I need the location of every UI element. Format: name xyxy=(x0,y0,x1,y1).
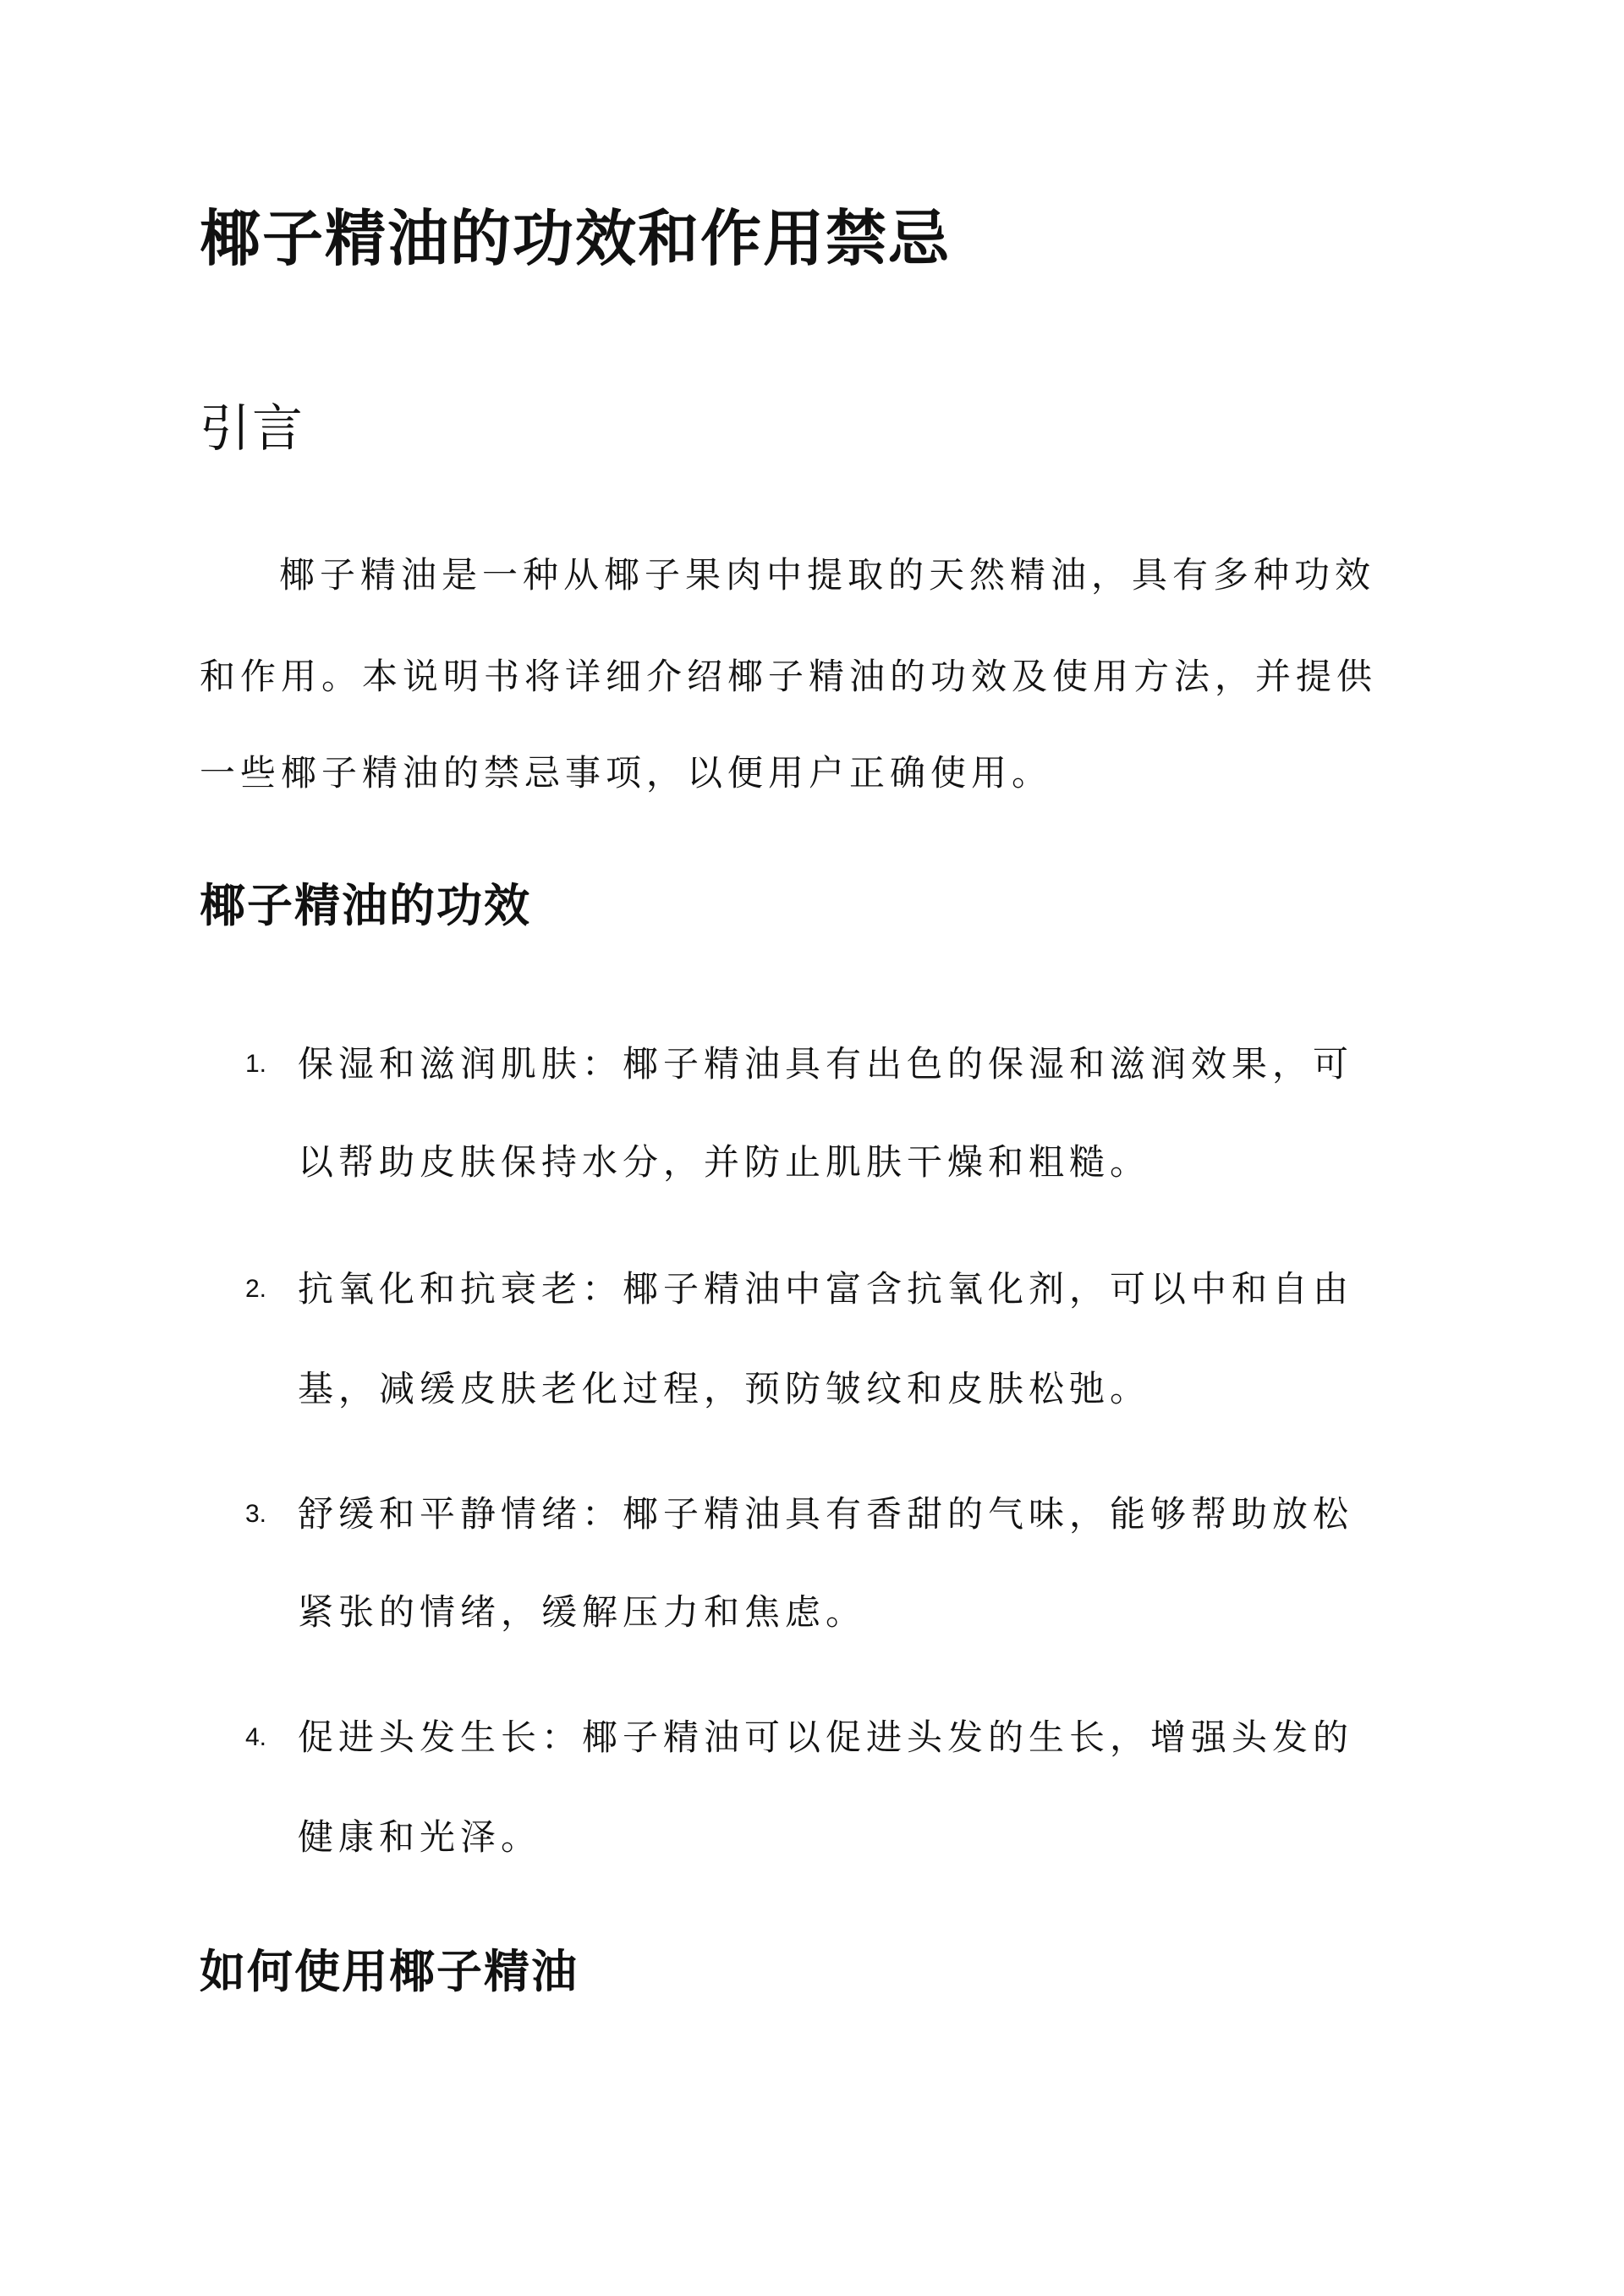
intro-line: 椰子精油是一种从椰子果肉中提取的天然精油，具有多种功效 xyxy=(279,554,1376,596)
howto-heading: 如何使用椰子精油 xyxy=(200,1944,579,1998)
list-item-line: 以帮助皮肤保持水分，并防止肌肤干燥和粗糙。 xyxy=(298,1141,1151,1183)
list-item-line: 促进头发生长：椰子精油可以促进头发的生长，增强头发的 xyxy=(298,1717,1354,1758)
intro-heading: 引言 xyxy=(200,399,304,459)
list-item-number: 1. xyxy=(245,1050,267,1078)
list-item-line: 紧张的情绪，缓解压力和焦虑。 xyxy=(298,1591,867,1633)
list-item-line: 健康和光泽。 xyxy=(298,1816,542,1858)
list-item-number: 3. xyxy=(245,1500,267,1528)
list-item-number: 4. xyxy=(245,1723,267,1751)
intro-line: 和作用。本说明书将详细介绍椰子精油的功效及使用方法，并提供 xyxy=(200,656,1378,697)
list-item-line: 保湿和滋润肌肤：椰子精油具有出色的保湿和滋润效果，可 xyxy=(298,1043,1354,1085)
list-item-line: 抗氧化和抗衰老：椰子精油中富含抗氧化剂，可以中和自由 xyxy=(298,1268,1354,1310)
list-item-line: 舒缓和平静情绪：椰子精油具有香甜的气味，能够帮助放松 xyxy=(298,1493,1354,1535)
document-title: 椰子精油的功效和作用禁忌 xyxy=(200,202,952,274)
list-item-number: 2. xyxy=(245,1275,267,1303)
list-item-line: 基，减缓皮肤老化过程，预防皱纹和皮肤松弛。 xyxy=(298,1368,1151,1409)
effects-heading: 椰子精油的功效 xyxy=(200,878,531,932)
intro-line: 一些椰子精油的禁忌事项，以便用户正确使用。 xyxy=(200,752,1053,794)
